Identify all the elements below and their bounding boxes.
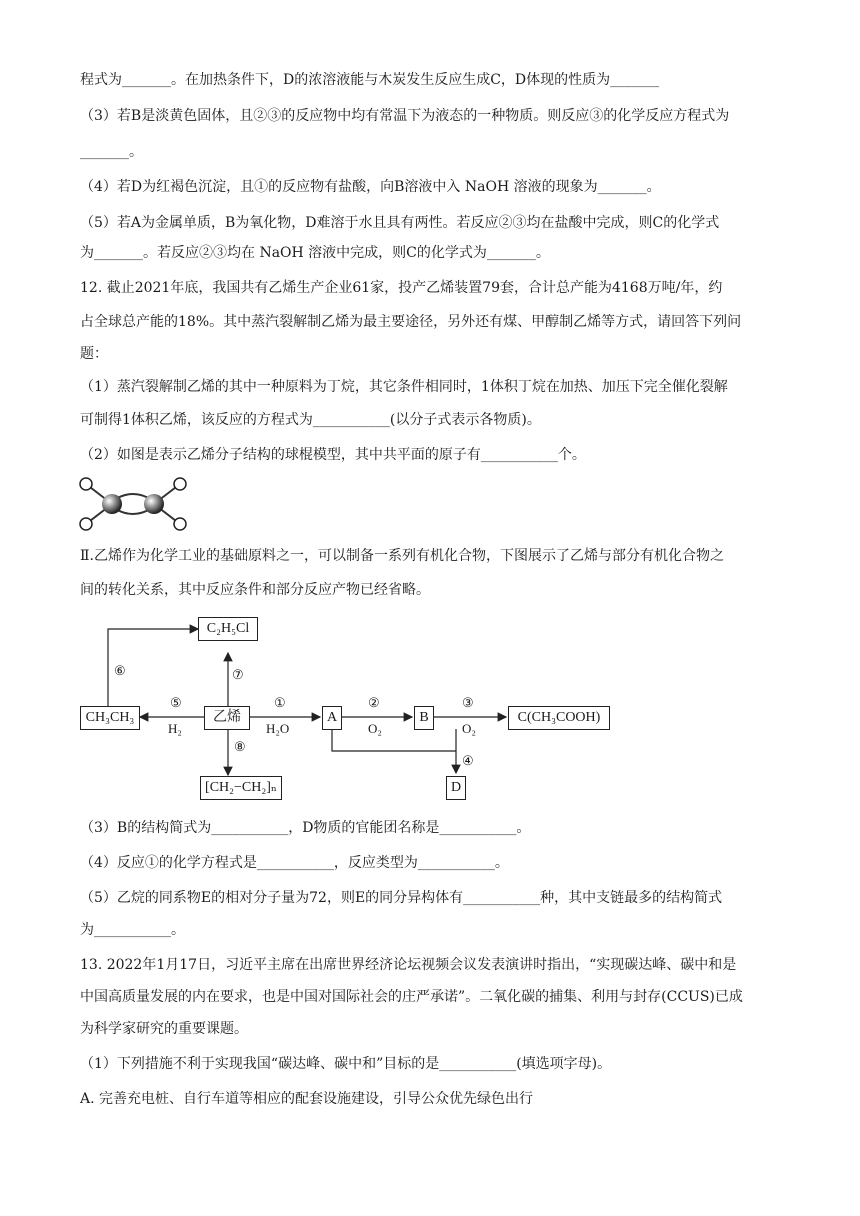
box-c: C(CH₃COOH) [508, 706, 610, 730]
ethylene-ball-stick-model [74, 476, 194, 532]
label-reaction-2: ② [368, 695, 380, 710]
label-reaction-8: ⑧ [234, 739, 246, 754]
text-line: （2）如图是表示乙烯分子结构的球棍模型，其中共平面的原子有___________个。 [80, 447, 586, 463]
text-line: 为___________。 [80, 922, 185, 938]
text-line: （1）下列措施不利于实现我国“碳达峰、碳中和”目标的是___________(填选项字母)。 [80, 1056, 612, 1072]
box-a: A [322, 706, 342, 730]
box-b: B [414, 706, 434, 730]
text-line: （4）若D为红褐色沉淀，且①的反应物有盐酸，向B溶液中入 NaOH 溶液的现象为_______。 [80, 179, 661, 195]
text-line: 题： [80, 346, 108, 362]
label-reaction-1: ① [274, 695, 286, 710]
text-line: （1）蒸汽裂解制乙烯的其中一种原料为丁烷，其它条件相同时，1体积丁烷在加热、加压下完全催化裂解 [80, 379, 728, 395]
box-ch3ch3: CH₃CH₃ [80, 706, 140, 730]
label-reaction-7: ⑦ [232, 667, 244, 682]
label-o2-second: O₂ [462, 721, 476, 736]
text-line: 可制得1体积乙烯，该反应的方程式为___________(以分子式表示各物质)。 [80, 412, 541, 428]
text-line: （5）乙烷的同系物E的相对分子量为72，则E的同分异构体有___________种，其中支链最多的结构简式 [80, 890, 723, 906]
label-reaction-5: ⑤ [170, 695, 182, 710]
text-line: 程式为_______。在加热条件下，D的浓溶液能与木炭发生反应生成C，D体现的性质为_______ [80, 72, 660, 88]
text-line: （3）B的结构简式为___________，D物质的官能团名称是___________。 [80, 820, 531, 836]
label-o2-first: O₂ [368, 721, 382, 736]
box-c2h5cl: C₂H₅Cl [198, 617, 258, 641]
label-h2: H₂ [168, 721, 182, 736]
label-reaction-6: ⑥ [114, 663, 126, 678]
label-reaction-4: ④ [462, 753, 474, 768]
text-line: （5）若A为金属单质，B为氧化物，D难溶于水且具有两性。若反应②③均在盐酸中完成，则C的化学式 [80, 215, 720, 231]
text-line: 13. 2022年1月17日，习近平主席在出席世界经济论坛视频会议发表演讲时指出，“实现碳达峰、碳中和是 [80, 957, 737, 973]
box-d: D [446, 776, 466, 800]
box-polymer: [CH₂−CH₂]ₙ [200, 776, 282, 800]
text-line: 间的转化关系，其中反应条件和部分反应产物已经省略。 [80, 582, 430, 598]
text-line: 为科学家研究的重要课题。 [80, 1021, 248, 1037]
text-line: 12. 截止2021年底，我国共有乙烯生产企业61家，投产乙烯装置79套，合计总产能为4168万吨/年，约 [80, 280, 723, 296]
text-line: 中国高质量发展的内在要求，也是中国对国际社会的庄严承诺”。二氧化碳的捕集、利用与封存(CCUS)已成 [80, 989, 743, 1005]
text-line: 占全球总产能的18%。其中蒸汽裂解制乙烯为最主要途径，另外还有煤、甲醇制乙烯等方式，请回答下列问 [80, 314, 742, 330]
label-reaction-3: ③ [462, 695, 474, 710]
text-line: _______。 [80, 144, 143, 160]
box-ethylene: 乙烯 [204, 706, 250, 730]
text-line: 为_______。若反应②③均在 NaOH 溶液中完成，则C的化学式为_______。 [80, 245, 550, 261]
text-line: （3）若B是淡黄色固体，且②③的反应物中均有常温下为液态的一种物质。则反应③的化学反应方程式为 [80, 108, 730, 124]
label-h2o: H₂O [266, 721, 290, 736]
text-line: A. 完善充电桩、自行车道等相应的配套设施建设，引导公众优先绿色出行 [80, 1091, 534, 1107]
reaction-diagram [70, 615, 630, 815]
text-line: （4）反应①的化学方程式是___________，反应类型为___________。 [80, 855, 509, 871]
text-line: Ⅱ.乙烯作为化学工业的基础原料之一，可以制备一系列有机化合物，下图展示了乙烯与部分有机化合物之 [80, 548, 724, 564]
